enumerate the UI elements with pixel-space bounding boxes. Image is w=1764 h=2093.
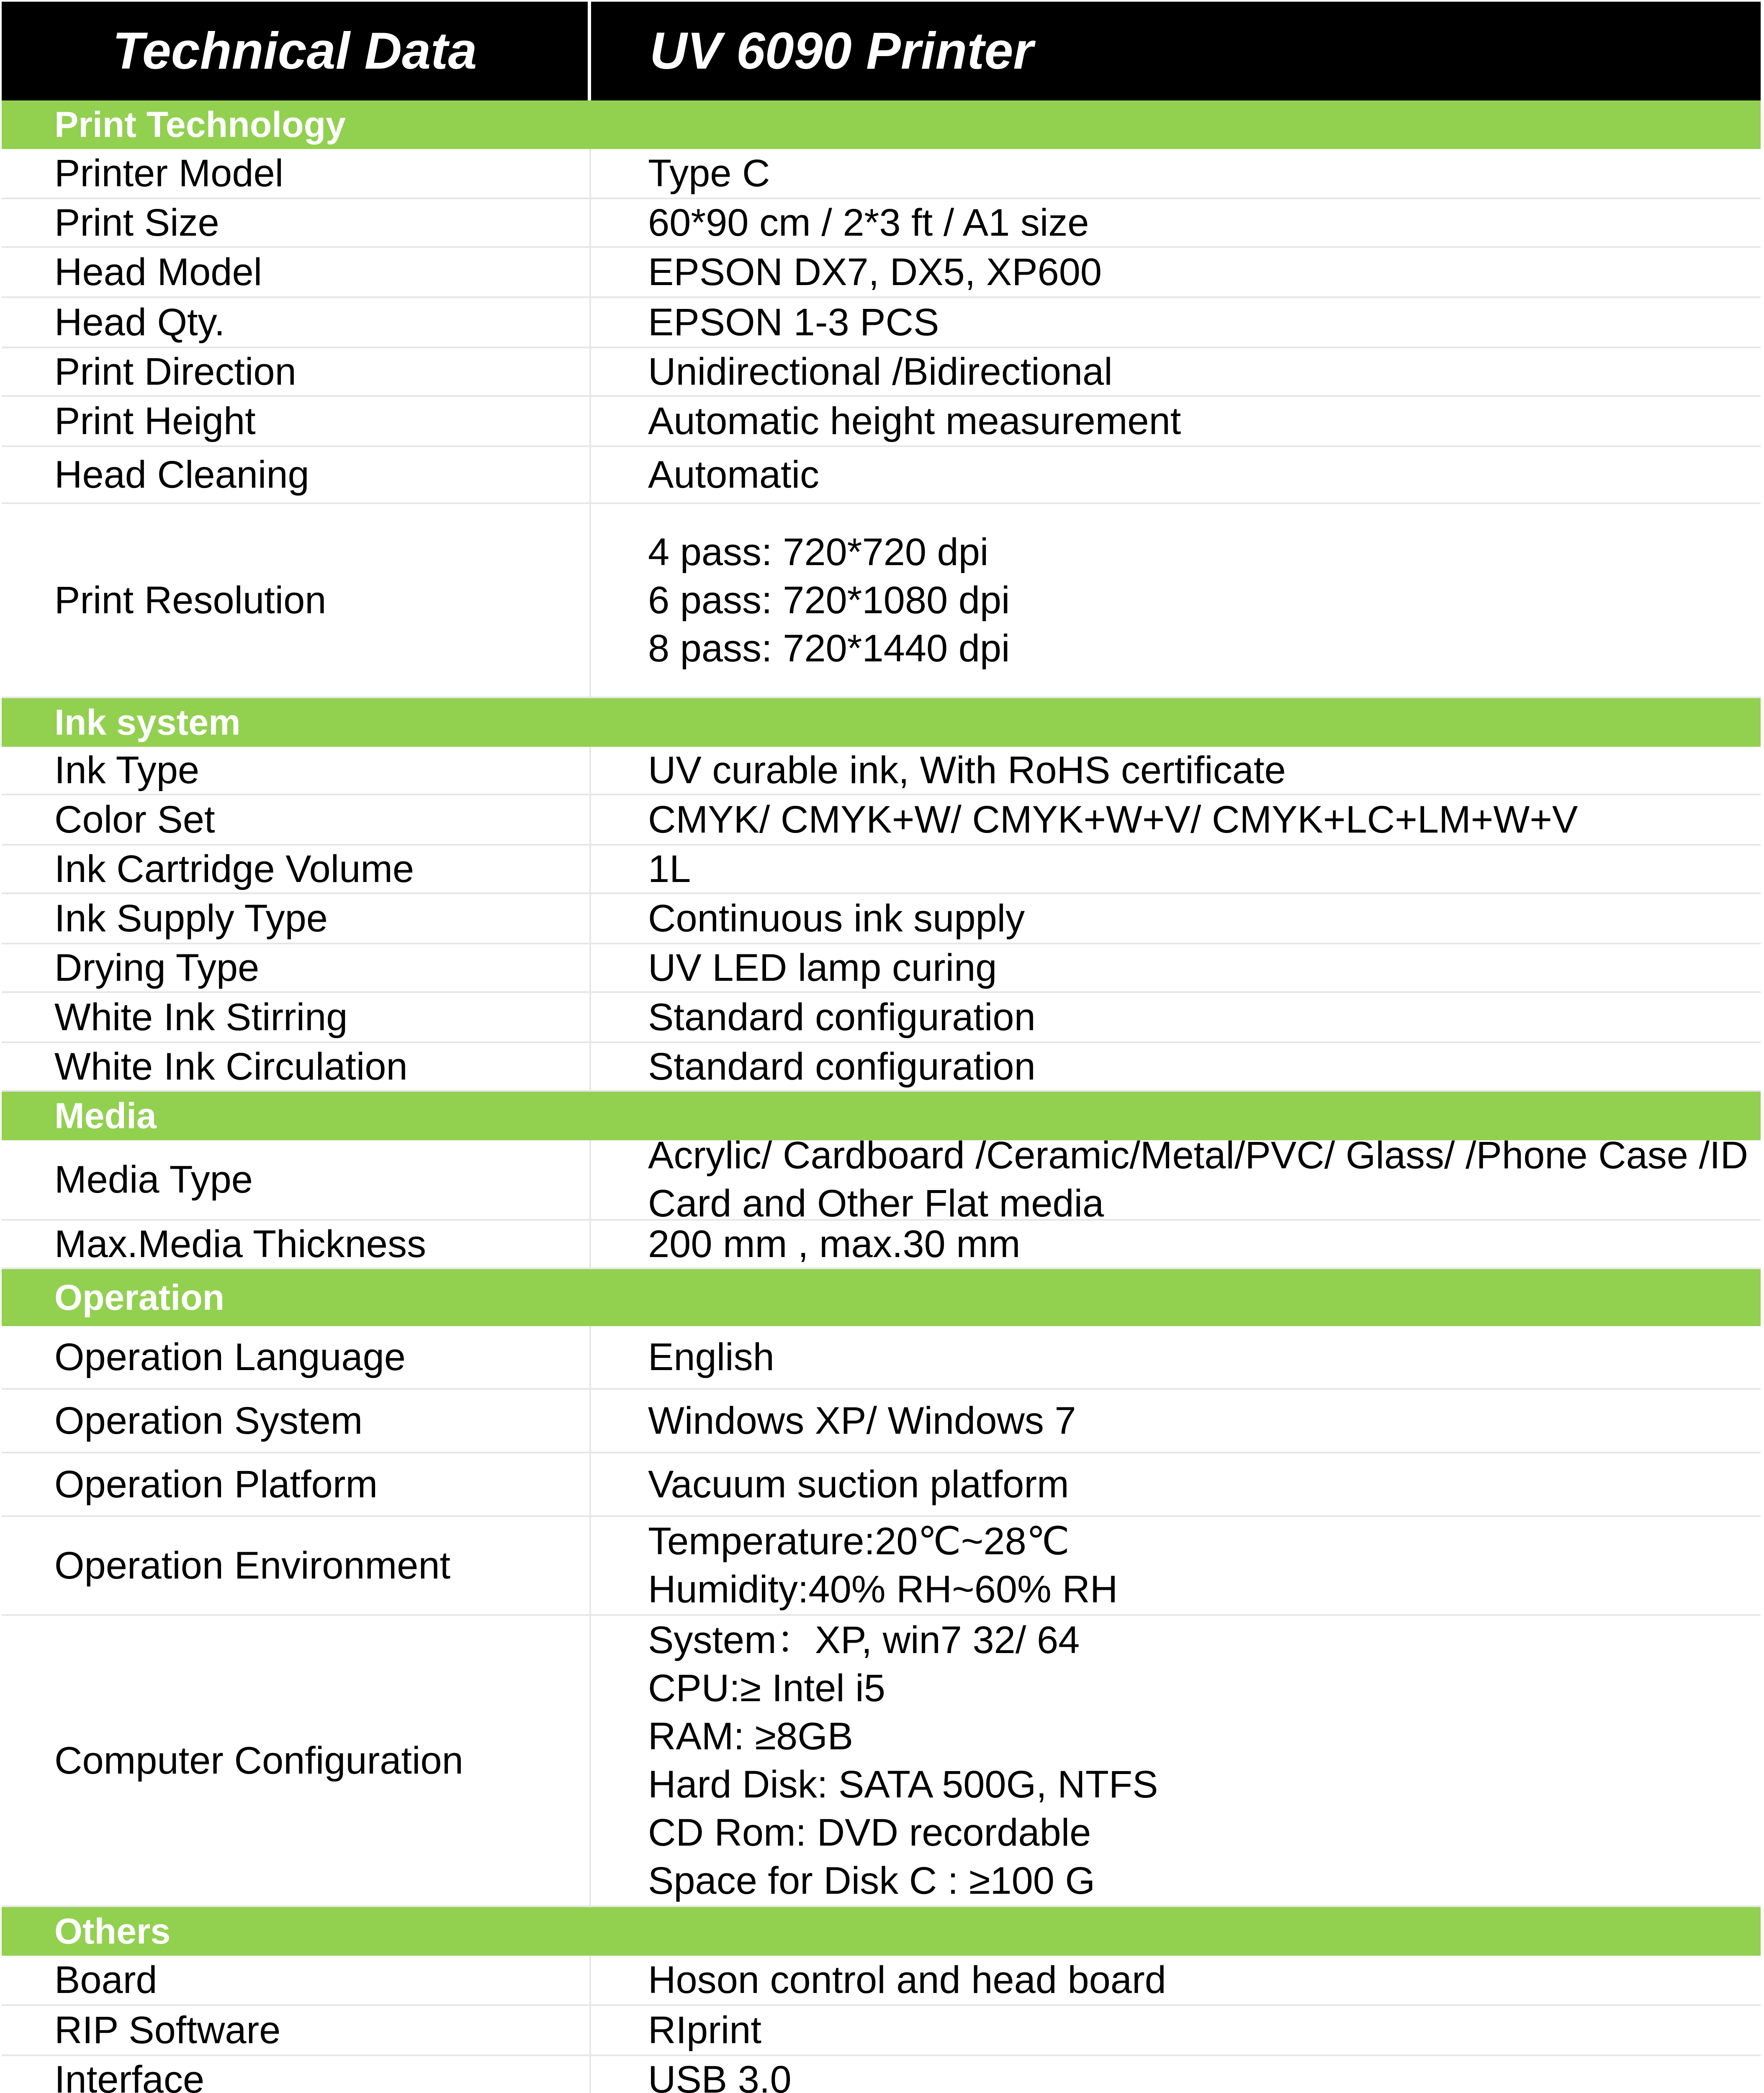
table-row: [2, 1043, 1761, 1092]
table-row: [2, 1956, 1761, 2006]
spec-value-line: 1L: [648, 847, 691, 890]
spec-value: [591, 2056, 1761, 2093]
spec-value: [591, 747, 1761, 794]
table-row: [2, 795, 1761, 846]
spec-value-line: Hard Disk: SATA 500G, NTFS: [648, 1763, 1158, 1806]
spec-value-line: 4 pass: 720*720 dpi: [648, 530, 989, 573]
spec-value-line: Hoson control and head board: [648, 1958, 1166, 2001]
spec-value-line: Windows XP/ Windows 7: [648, 1399, 1076, 1442]
spec-value-line: Standard configuration: [648, 995, 1036, 1039]
spec-value-line: Vacuum suction platform: [648, 1463, 1069, 1506]
spec-value: [591, 397, 1761, 445]
section-header: Print Technology: [2, 100, 1761, 149]
spec-value-line: USB 3.0: [648, 2058, 792, 2093]
table-row: [2, 149, 1761, 199]
spec-value-line: Card and Other Flat media: [648, 1182, 1104, 1225]
spec-value-line: CD Rom: DVD recordable: [648, 1811, 1091, 1854]
spec-label: Operation System: [2, 1390, 591, 1452]
table-row: [2, 2056, 1761, 2093]
table-row: [2, 944, 1761, 993]
spec-sheet: [2, 2, 1761, 2093]
spec-value-line: Temperature:20℃~28℃: [648, 1520, 1070, 1563]
table-row: [2, 1390, 1761, 1453]
spec-value: [591, 1956, 1761, 2004]
section-header: Operation: [2, 1269, 1761, 1326]
spec-value: [591, 1134, 1761, 1225]
spec-value: [591, 795, 1761, 844]
spec-label: Color Set: [2, 795, 591, 844]
table-header: [2, 2, 1761, 100]
table-row: [2, 199, 1761, 248]
table-row: [2, 2006, 1761, 2056]
spec-label: Print Resolution: [2, 504, 591, 697]
spec-value-line: Automatic: [648, 453, 820, 496]
spec-value-line: Standard configuration: [648, 1045, 1036, 1088]
spec-label: Head Cleaning: [2, 447, 591, 502]
table-row: [2, 1616, 1761, 1907]
spec-label: Drying Type: [2, 944, 591, 991]
table-row: [2, 348, 1761, 397]
spec-value-line: Humidity:40% RH~60% RH: [648, 1568, 1118, 1611]
spec-value: [591, 1517, 1761, 1614]
table-row: [2, 894, 1761, 944]
spec-value: [591, 348, 1761, 395]
spec-label: Max.Media Thickness: [2, 1221, 591, 1268]
table-row: [2, 298, 1761, 348]
spec-value: [591, 2006, 1761, 2054]
table-row: [2, 846, 1761, 894]
table-row: [2, 747, 1761, 795]
table-row: [2, 447, 1761, 504]
spec-value-line: CMYK/ CMYK+W/ CMYK+W+V/ CMYK+LC+LM+W+V: [648, 798, 1578, 841]
spec-value: [591, 199, 1761, 246]
spec-value: [591, 1043, 1761, 1090]
spec-label: Ink Supply Type: [2, 894, 591, 943]
spec-label: White Ink Circulation: [2, 1043, 591, 1090]
spec-value: [591, 944, 1761, 991]
spec-value-line: Type C: [648, 152, 770, 195]
section-header: Media: [2, 1092, 1761, 1140]
spec-value: [591, 993, 1761, 1041]
spec-label: Head Model: [2, 248, 591, 296]
spec-value-line: Continuous ink supply: [648, 897, 1025, 940]
spec-value-line: System：XP, win7 32/ 64: [648, 1619, 1080, 1661]
spec-value-line: 6 pass: 720*1080 dpi: [648, 579, 1010, 622]
spec-value-line: UV LED lamp curing: [648, 946, 997, 989]
spec-label: White Ink Stirring: [2, 993, 591, 1041]
table-row: [2, 1326, 1761, 1390]
spec-label: Print Direction: [2, 348, 591, 395]
spec-label: Print Size: [2, 199, 591, 246]
spec-value-line: Automatic height measurement: [648, 399, 1181, 442]
spec-value: [591, 248, 1761, 296]
spec-label: Board: [2, 1956, 591, 2004]
spec-value: [591, 846, 1761, 892]
spec-label: Ink Type: [2, 747, 591, 794]
spec-label: Operation Language: [2, 1326, 591, 1388]
table-row: [2, 1517, 1761, 1616]
spec-value-line: EPSON 1-3 PCS: [648, 301, 939, 344]
section-header: Others: [2, 1907, 1761, 1956]
spec-label: Printer Model: [2, 149, 591, 198]
section-header: Ink system: [2, 698, 1761, 747]
spec-value: [591, 894, 1761, 943]
spec-value: [591, 298, 1761, 347]
spec-label: Print Height: [2, 397, 591, 445]
spec-label: Operation Platform: [2, 1453, 591, 1515]
spec-value-line: English: [648, 1335, 774, 1378]
table-row: [2, 1453, 1761, 1517]
table-row: [2, 504, 1761, 698]
spec-value: [591, 447, 1761, 502]
spec-value: [591, 1390, 1761, 1452]
spec-label: Computer Configuration: [2, 1616, 591, 1905]
spec-value-line: 60*90 cm / 2*3 ft / A1 size: [648, 201, 1089, 244]
spec-value: [591, 504, 1761, 697]
spec-value-line: CPU:≥ Intel i5: [648, 1667, 885, 1710]
table-row: [2, 1134, 1761, 1225]
spec-label: Head Qty.: [2, 298, 591, 347]
header-model-name: UV 6090 Printer: [650, 22, 1034, 80]
spec-label: Media Type: [2, 1140, 591, 1219]
spec-value: [591, 149, 1761, 198]
spec-label: RIP Software: [2, 2006, 591, 2054]
table-row: [2, 993, 1761, 1043]
spec-value: [591, 1453, 1761, 1515]
spec-value-line: 200 mm , max.30 mm: [648, 1222, 1021, 1265]
header-technical-data: Technical Data: [2, 2, 591, 100]
spec-value-line: EPSON DX7, DX5, XP600: [648, 250, 1102, 293]
spec-label: Interface: [2, 2056, 591, 2093]
spec-value: [591, 1221, 1761, 1268]
spec-value-line: 8 pass: 720*1440 dpi: [648, 627, 1010, 670]
spec-table-body: [2, 100, 1761, 2093]
table-row: [2, 1221, 1761, 1269]
spec-value-line: Unidirectional /Bidirectional: [648, 350, 1113, 393]
spec-value: [591, 1326, 1761, 1388]
spec-label: Ink Cartridge Volume: [2, 846, 591, 892]
spec-value-line: Space for Disk C : ≥100 G: [648, 1859, 1095, 1902]
spec-value: [591, 1616, 1761, 1905]
table-row: [2, 248, 1761, 298]
spec-value-line: RAM: ≥8GB: [648, 1715, 854, 1758]
spec-value-line: Acrylic/ Cardboard /Ceramic/Metal/PVC/ Glass/ /Phone Case /ID: [648, 1134, 1749, 1177]
table-row: [2, 397, 1761, 447]
spec-value-line: RIprint: [648, 2008, 761, 2052]
spec-value-line: UV curable ink, With RoHS certificate: [648, 748, 1286, 792]
spec-label: Operation Environment: [2, 1517, 591, 1614]
